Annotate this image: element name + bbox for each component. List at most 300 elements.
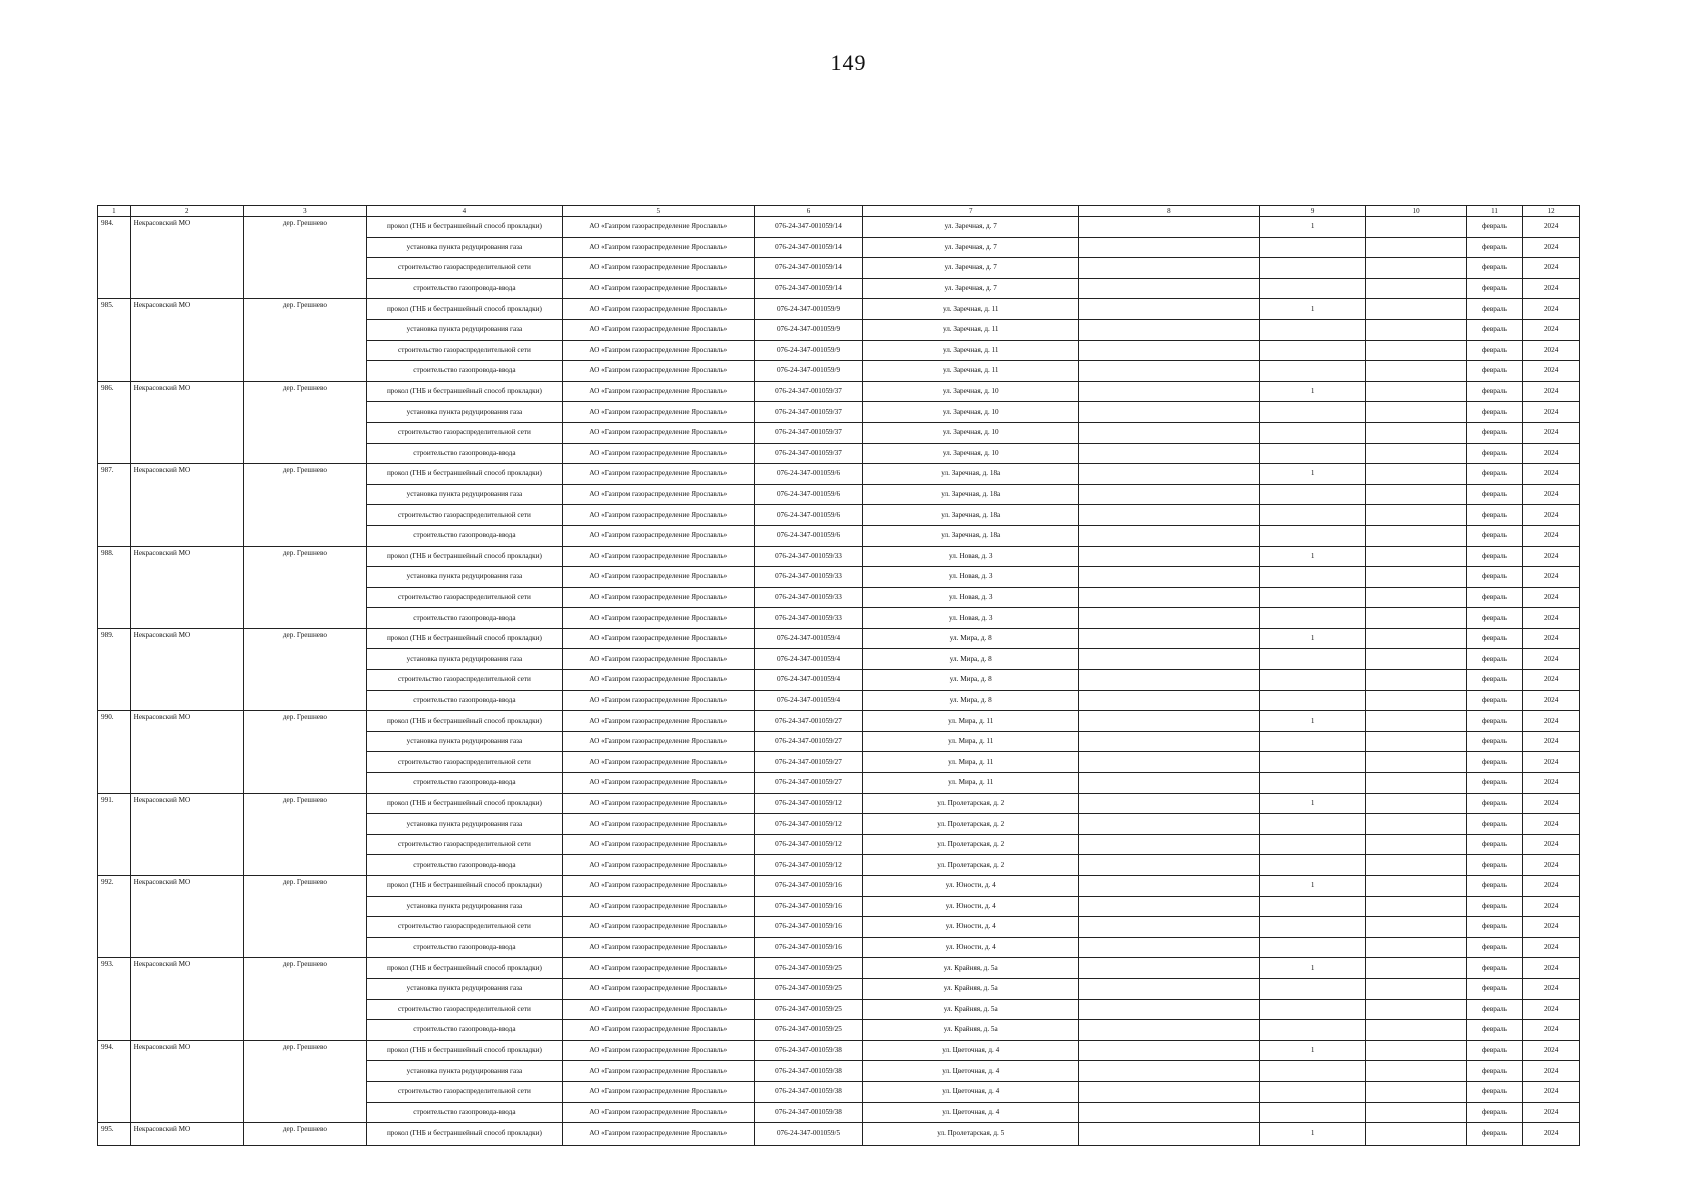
month: февраль	[1466, 1123, 1523, 1146]
year: 2024	[1523, 752, 1580, 773]
address: ул. Мира, д. 11	[863, 731, 1079, 752]
month: февраль	[1466, 978, 1523, 999]
organization-name: АО «Газпром газораспределение Ярославль»	[562, 422, 754, 443]
table-row	[98, 217, 1580, 238]
organization-name: АО «Газпром газораспределение Ярославль»	[562, 896, 754, 917]
column-8-empty	[1079, 814, 1260, 835]
year: 2024	[1523, 896, 1580, 917]
column-9-value	[1259, 278, 1366, 299]
entry-number: 984.	[98, 217, 131, 299]
entry-number: 989.	[98, 628, 131, 710]
object-code: 076-24-347-001059/38	[754, 1081, 863, 1102]
column-10-empty	[1366, 1102, 1466, 1123]
column-9-value	[1259, 443, 1366, 464]
address: ул. Новая, д. 3	[863, 608, 1079, 629]
work-type: установка пункта редуцирования газа	[366, 402, 562, 423]
column-10-empty	[1366, 464, 1466, 485]
year: 2024	[1523, 958, 1580, 979]
organization-name: АО «Газпром газораспределение Ярославль»	[562, 670, 754, 691]
column-10-empty	[1366, 505, 1466, 526]
column-10-empty	[1366, 299, 1466, 320]
organization-name: АО «Газпром газораспределение Ярославль»	[562, 1040, 754, 1061]
work-type: строительство газораспределительной сети	[366, 834, 562, 855]
column-10-empty	[1366, 711, 1466, 732]
year: 2024	[1523, 690, 1580, 711]
column-9-value	[1259, 896, 1366, 917]
object-code: 076-24-347-001059/9	[754, 299, 863, 320]
column-number: 10	[1366, 206, 1466, 217]
object-code: 076-24-347-001059/27	[754, 711, 863, 732]
organization-name: АО «Газпром газораспределение Ярославль»	[562, 855, 754, 876]
column-10-empty	[1366, 381, 1466, 402]
column-8-empty	[1079, 855, 1260, 876]
year: 2024	[1523, 1020, 1580, 1041]
address: ул. Мира, д. 8	[863, 649, 1079, 670]
month: февраль	[1466, 546, 1523, 567]
column-8-empty	[1079, 258, 1260, 279]
address: ул. Заречная, д. 11	[863, 361, 1079, 382]
year: 2024	[1523, 999, 1580, 1020]
settlement-name: дер. Грешнево	[243, 1123, 366, 1146]
column-9-value	[1259, 587, 1366, 608]
column-9-value: 1	[1259, 299, 1366, 320]
column-10-empty	[1366, 1123, 1466, 1146]
entry-number: 993.	[98, 958, 131, 1040]
organization-name: АО «Газпром газораспределение Ярославль»	[562, 999, 754, 1020]
month: февраль	[1466, 319, 1523, 340]
organization-name: АО «Газпром газораспределение Ярославль»	[562, 237, 754, 258]
address: ул. Заречная, д. 11	[863, 299, 1079, 320]
work-type: строительство газораспределительной сети	[366, 258, 562, 279]
column-9-value	[1259, 1102, 1366, 1123]
table-row	[98, 876, 1580, 897]
column-9-value	[1259, 402, 1366, 423]
column-8-empty	[1079, 917, 1260, 938]
object-code: 076-24-347-001059/38	[754, 1102, 863, 1123]
column-9-value	[1259, 567, 1366, 588]
work-type: прокол (ГНБ и бестраншейный способ прокладки)	[366, 546, 562, 567]
address: ул. Заречная, д. 10	[863, 443, 1079, 464]
column-9-value: 1	[1259, 793, 1366, 814]
month: февраль	[1466, 258, 1523, 279]
column-10-empty	[1366, 855, 1466, 876]
organization-name: АО «Газпром газораспределение Ярославль»	[562, 773, 754, 794]
work-type: прокол (ГНБ и бестраншейный способ прокладки)	[366, 464, 562, 485]
column-8-empty	[1079, 731, 1260, 752]
address: ул. Мира, д. 11	[863, 752, 1079, 773]
column-10-empty	[1366, 793, 1466, 814]
year: 2024	[1523, 978, 1580, 999]
work-type: строительство газопровода-ввода	[366, 1020, 562, 1041]
organization-name: АО «Газпром газораспределение Ярославль»	[562, 1020, 754, 1041]
organization-name: АО «Газпром газораспределение Ярославль»	[562, 464, 754, 485]
work-type: строительство газораспределительной сети	[366, 670, 562, 691]
object-code: 076-24-347-001059/9	[754, 340, 863, 361]
column-10-empty	[1366, 278, 1466, 299]
column-10-empty	[1366, 361, 1466, 382]
district-name: Некрасовский МО	[130, 381, 243, 463]
column-9-value: 1	[1259, 628, 1366, 649]
object-code: 076-24-347-001059/6	[754, 484, 863, 505]
year: 2024	[1523, 278, 1580, 299]
district-name: Некрасовский МО	[130, 711, 243, 793]
column-10-empty	[1366, 999, 1466, 1020]
column-10-empty	[1366, 608, 1466, 629]
work-type: прокол (ГНБ и бестраншейный способ прокладки)	[366, 217, 562, 238]
entry-number: 991.	[98, 793, 131, 875]
district-name: Некрасовский МО	[130, 793, 243, 875]
object-code: 076-24-347-001059/4	[754, 628, 863, 649]
year: 2024	[1523, 793, 1580, 814]
address: ул. Заречная, д. 11	[863, 319, 1079, 340]
object-code: 076-24-347-001059/25	[754, 978, 863, 999]
organization-name: АО «Газпром газораспределение Ярославль»	[562, 1123, 754, 1146]
column-8-empty	[1079, 711, 1260, 732]
month: февраль	[1466, 381, 1523, 402]
month: февраль	[1466, 525, 1523, 546]
object-code: 076-24-347-001059/16	[754, 937, 863, 958]
work-type: строительство газораспределительной сети	[366, 1081, 562, 1102]
organization-name: АО «Газпром газораспределение Ярославль»	[562, 1081, 754, 1102]
address: ул. Пролетарская, д. 2	[863, 855, 1079, 876]
object-code: 076-24-347-001059/12	[754, 834, 863, 855]
address: ул. Пролетарская, д. 2	[863, 834, 1079, 855]
column-9-value	[1259, 855, 1366, 876]
column-9-value	[1259, 773, 1366, 794]
object-code: 076-24-347-001059/16	[754, 876, 863, 897]
object-code: 076-24-347-001059/37	[754, 443, 863, 464]
year: 2024	[1523, 525, 1580, 546]
work-type: прокол (ГНБ и бестраншейный способ прокладки)	[366, 299, 562, 320]
work-type: установка пункта редуцирования газа	[366, 567, 562, 588]
column-8-empty	[1079, 361, 1260, 382]
year: 2024	[1523, 1123, 1580, 1146]
organization-name: АО «Газпром газораспределение Ярославль»	[562, 608, 754, 629]
work-type: прокол (ГНБ и бестраншейный способ прокладки)	[366, 381, 562, 402]
organization-name: АО «Газпром газораспределение Ярославль»	[562, 546, 754, 567]
column-8-empty	[1079, 217, 1260, 238]
settlement-name: дер. Грешнево	[243, 628, 366, 710]
column-9-value	[1259, 484, 1366, 505]
month: февраль	[1466, 237, 1523, 258]
settlement-name: дер. Грешнево	[243, 1040, 366, 1122]
object-code: 076-24-347-001059/38	[754, 1061, 863, 1082]
month: февраль	[1466, 299, 1523, 320]
table-body	[98, 206, 1580, 1146]
column-8-empty	[1079, 237, 1260, 258]
column-10-empty	[1366, 525, 1466, 546]
organization-name: АО «Газпром газораспределение Ярославль»	[562, 834, 754, 855]
organization-name: АО «Газпром газораспределение Ярославль»	[562, 1061, 754, 1082]
address: ул. Мира, д. 8	[863, 690, 1079, 711]
column-8-empty	[1079, 278, 1260, 299]
column-9-value: 1	[1259, 381, 1366, 402]
work-type: установка пункта редуцирования газа	[366, 731, 562, 752]
column-number: 4	[366, 206, 562, 217]
settlement-name: дер. Грешнево	[243, 217, 366, 299]
year: 2024	[1523, 731, 1580, 752]
month: февраль	[1466, 628, 1523, 649]
work-type: строительство газопровода-ввода	[366, 278, 562, 299]
entry-number: 994.	[98, 1040, 131, 1122]
column-10-empty	[1366, 937, 1466, 958]
table-row	[98, 381, 1580, 402]
work-type: строительство газопровода-ввода	[366, 361, 562, 382]
column-8-empty	[1079, 443, 1260, 464]
column-8-empty	[1079, 319, 1260, 340]
month: февраль	[1466, 690, 1523, 711]
column-8-empty	[1079, 422, 1260, 443]
work-type: прокол (ГНБ и бестраншейный способ прокладки)	[366, 793, 562, 814]
address: ул. Мира, д. 11	[863, 773, 1079, 794]
address: ул. Мира, д. 8	[863, 628, 1079, 649]
month: февраль	[1466, 505, 1523, 526]
column-number: 6	[754, 206, 863, 217]
object-code: 076-24-347-001059/33	[754, 546, 863, 567]
column-10-empty	[1366, 443, 1466, 464]
work-type: установка пункта редуцирования газа	[366, 319, 562, 340]
year: 2024	[1523, 464, 1580, 485]
year: 2024	[1523, 1061, 1580, 1082]
column-number: 12	[1523, 206, 1580, 217]
address: ул. Цветочная, д. 4	[863, 1081, 1079, 1102]
column-9-value	[1259, 834, 1366, 855]
object-code: 076-24-347-001059/37	[754, 402, 863, 423]
organization-name: АО «Газпром газораспределение Ярославль»	[562, 443, 754, 464]
object-code: 076-24-347-001059/16	[754, 896, 863, 917]
object-code: 076-24-347-001059/4	[754, 690, 863, 711]
month: февраль	[1466, 402, 1523, 423]
entry-number: 992.	[98, 876, 131, 958]
month: февраль	[1466, 278, 1523, 299]
year: 2024	[1523, 1040, 1580, 1061]
column-9-value	[1259, 649, 1366, 670]
column-10-empty	[1366, 402, 1466, 423]
column-8-empty	[1079, 793, 1260, 814]
column-10-empty	[1366, 752, 1466, 773]
organization-name: АО «Газпром газораспределение Ярославль»	[562, 587, 754, 608]
column-8-empty	[1079, 896, 1260, 917]
address: ул. Заречная, д. 18а	[863, 525, 1079, 546]
organization-name: АО «Газпром газораспределение Ярославль»	[562, 319, 754, 340]
month: февраль	[1466, 937, 1523, 958]
year: 2024	[1523, 917, 1580, 938]
column-8-empty	[1079, 978, 1260, 999]
column-8-empty	[1079, 670, 1260, 691]
year: 2024	[1523, 1102, 1580, 1123]
column-8-empty	[1079, 649, 1260, 670]
column-10-empty	[1366, 958, 1466, 979]
month: февраль	[1466, 793, 1523, 814]
year: 2024	[1523, 340, 1580, 361]
year: 2024	[1523, 381, 1580, 402]
month: февраль	[1466, 855, 1523, 876]
year: 2024	[1523, 443, 1580, 464]
object-code: 076-24-347-001059/14	[754, 217, 863, 238]
year: 2024	[1523, 505, 1580, 526]
object-code: 076-24-347-001059/25	[754, 999, 863, 1020]
month: февраль	[1466, 896, 1523, 917]
work-type: прокол (ГНБ и бестраншейный способ прокладки)	[366, 1123, 562, 1146]
organization-name: АО «Газпром газораспределение Ярославль»	[562, 361, 754, 382]
district-name: Некрасовский МО	[130, 546, 243, 628]
column-10-empty	[1366, 876, 1466, 897]
work-type: прокол (ГНБ и бестраншейный способ прокладки)	[366, 628, 562, 649]
column-9-value	[1259, 978, 1366, 999]
work-type: строительство газопровода-ввода	[366, 443, 562, 464]
address: ул. Новая, д. 3	[863, 546, 1079, 567]
month: февраль	[1466, 649, 1523, 670]
column-8-empty	[1079, 505, 1260, 526]
entry-number: 986.	[98, 381, 131, 463]
column-10-empty	[1366, 670, 1466, 691]
address: ул. Крайняя, д. 5а	[863, 958, 1079, 979]
work-type: строительство газораспределительной сети	[366, 917, 562, 938]
column-10-empty	[1366, 546, 1466, 567]
column-8-empty	[1079, 608, 1260, 629]
work-type: строительство газораспределительной сети	[366, 587, 562, 608]
table-row	[98, 1040, 1580, 1061]
column-10-empty	[1366, 567, 1466, 588]
column-9-value	[1259, 1020, 1366, 1041]
column-10-empty	[1366, 587, 1466, 608]
month: февраль	[1466, 484, 1523, 505]
month: февраль	[1466, 917, 1523, 938]
month: февраль	[1466, 834, 1523, 855]
address: ул. Цветочная, д. 4	[863, 1102, 1079, 1123]
column-9-value	[1259, 505, 1366, 526]
column-10-empty	[1366, 773, 1466, 794]
column-10-empty	[1366, 814, 1466, 835]
object-code: 076-24-347-001059/6	[754, 525, 863, 546]
work-type: установка пункта редуцирования газа	[366, 814, 562, 835]
work-type: строительство газораспределительной сети	[366, 999, 562, 1020]
year: 2024	[1523, 670, 1580, 691]
district-name: Некрасовский МО	[130, 299, 243, 381]
address: ул. Крайняя, д. 5а	[863, 1020, 1079, 1041]
address: ул. Цветочная, д. 4	[863, 1040, 1079, 1061]
column-9-value	[1259, 340, 1366, 361]
organization-name: АО «Газпром газораспределение Ярославль»	[562, 525, 754, 546]
month: февраль	[1466, 567, 1523, 588]
entry-number: 987.	[98, 464, 131, 546]
work-type: установка пункта редуцирования газа	[366, 649, 562, 670]
month: февраль	[1466, 1081, 1523, 1102]
column-number: 11	[1466, 206, 1523, 217]
address: ул. Юности, д. 4	[863, 876, 1079, 897]
work-type: строительство газораспределительной сети	[366, 340, 562, 361]
column-10-empty	[1366, 340, 1466, 361]
object-code: 076-24-347-001059/33	[754, 587, 863, 608]
column-9-value	[1259, 937, 1366, 958]
work-type: строительство газопровода-ввода	[366, 525, 562, 546]
address: ул. Юности, д. 4	[863, 896, 1079, 917]
work-type: установка пункта редуцирования газа	[366, 978, 562, 999]
month: февраль	[1466, 361, 1523, 382]
organization-name: АО «Газпром газораспределение Ярославль»	[562, 628, 754, 649]
work-type: установка пункта редуцирования газа	[366, 896, 562, 917]
organization-name: АО «Газпром газораспределение Ярославль»	[562, 484, 754, 505]
entry-number: 988.	[98, 546, 131, 628]
month: февраль	[1466, 731, 1523, 752]
month: февраль	[1466, 217, 1523, 238]
column-number: 5	[562, 206, 754, 217]
work-type: прокол (ГНБ и бестраншейный способ прокладки)	[366, 711, 562, 732]
column-8-empty	[1079, 999, 1260, 1020]
settlement-name: дер. Грешнево	[243, 546, 366, 628]
column-9-value	[1259, 608, 1366, 629]
column-9-value: 1	[1259, 1040, 1366, 1061]
object-code: 076-24-347-001059/5	[754, 1123, 863, 1146]
year: 2024	[1523, 567, 1580, 588]
month: февраль	[1466, 340, 1523, 361]
month: февраль	[1466, 999, 1523, 1020]
object-code: 076-24-347-001059/12	[754, 814, 863, 835]
column-8-empty	[1079, 628, 1260, 649]
district-name: Некрасовский МО	[130, 958, 243, 1040]
address: ул. Юности, д. 4	[863, 917, 1079, 938]
address: ул. Юности, д. 4	[863, 937, 1079, 958]
column-10-empty	[1366, 917, 1466, 938]
entry-number: 990.	[98, 711, 131, 793]
column-10-empty	[1366, 649, 1466, 670]
object-code: 076-24-347-001059/6	[754, 505, 863, 526]
column-8-empty	[1079, 1040, 1260, 1061]
address: ул. Пролетарская, д. 5	[863, 1123, 1079, 1146]
district-name: Некрасовский МО	[130, 1123, 243, 1146]
district-name: Некрасовский МО	[130, 217, 243, 299]
column-8-empty	[1079, 1020, 1260, 1041]
month: февраль	[1466, 422, 1523, 443]
column-10-empty	[1366, 1020, 1466, 1041]
object-code: 076-24-347-001059/9	[754, 361, 863, 382]
column-10-empty	[1366, 731, 1466, 752]
column-9-value	[1259, 917, 1366, 938]
column-8-empty	[1079, 464, 1260, 485]
column-9-value: 1	[1259, 1123, 1366, 1146]
work-type: строительство газопровода-ввода	[366, 937, 562, 958]
organization-name: АО «Газпром газораспределение Ярославль»	[562, 958, 754, 979]
column-10-empty	[1366, 978, 1466, 999]
column-9-value: 1	[1259, 217, 1366, 238]
work-type: установка пункта редуцирования газа	[366, 237, 562, 258]
column-9-value	[1259, 752, 1366, 773]
month: февраль	[1466, 711, 1523, 732]
column-number: 1	[98, 206, 131, 217]
column-8-empty	[1079, 834, 1260, 855]
year: 2024	[1523, 546, 1580, 567]
work-type: строительство газораспределительной сети	[366, 422, 562, 443]
object-code: 076-24-347-001059/33	[754, 567, 863, 588]
year: 2024	[1523, 484, 1580, 505]
column-9-value: 1	[1259, 546, 1366, 567]
organization-name: АО «Газпром газораспределение Ярославль»	[562, 340, 754, 361]
year: 2024	[1523, 299, 1580, 320]
district-name: Некрасовский МО	[130, 876, 243, 958]
work-type: строительство газопровода-ввода	[366, 690, 562, 711]
work-type: строительство газораспределительной сети	[366, 752, 562, 773]
settlement-name: дер. Грешнево	[243, 299, 366, 381]
month: февраль	[1466, 670, 1523, 691]
settlement-name: дер. Грешнево	[243, 464, 366, 546]
column-10-empty	[1366, 217, 1466, 238]
column-8-empty	[1079, 484, 1260, 505]
organization-name: АО «Газпром газораспределение Ярославль»	[562, 649, 754, 670]
work-type: прокол (ГНБ и бестраншейный способ прокладки)	[366, 1040, 562, 1061]
address: ул. Заречная, д. 7	[863, 258, 1079, 279]
year: 2024	[1523, 608, 1580, 629]
address: ул. Заречная, д. 11	[863, 340, 1079, 361]
